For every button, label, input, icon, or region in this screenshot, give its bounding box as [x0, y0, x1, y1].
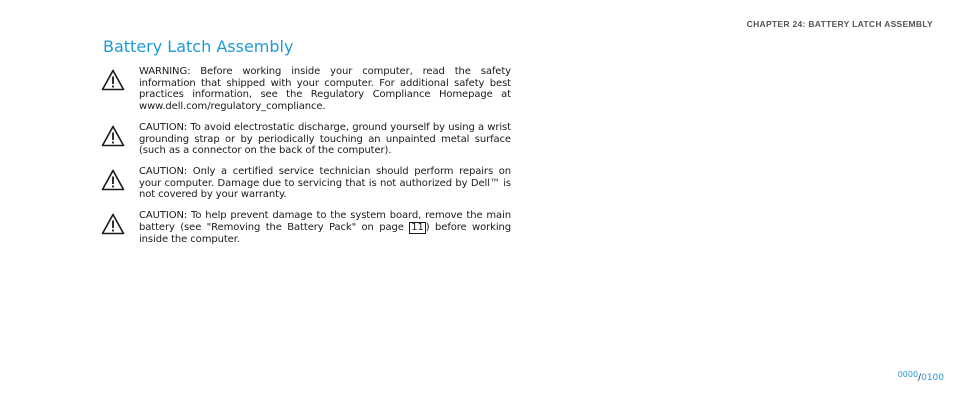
total-pages: 0100 [921, 373, 944, 383]
warning-triangle-icon [101, 212, 125, 236]
caution-notice-battery [101, 210, 511, 245]
caution-text-battery [139, 210, 511, 245]
caution-notice-esd [101, 122, 511, 157]
page-number [898, 370, 944, 383]
page-separator: / [918, 373, 922, 383]
warning-text: WARNING: Before working inside your computer, read the safety information that shipped with your computer. For additional safety best practices information, see the Regulatory Compliance Homepage at www.dell.com/regulatory_compliance. [139, 66, 511, 112]
current-page: 0000 [897, 370, 919, 379]
caution-text-esd: CAUTION: To avoid electrostatic discharge, ground yourself by using a wrist grounding strap or by periodically touching an unpainted metal surface (such as a connector on the back of the computer). [139, 122, 511, 156]
caution-text-battery-after: ) before working inside the computer. [139, 221, 511, 245]
page-reference-link[interactable]: 11 [411, 221, 424, 233]
warning-triangle-icon [101, 124, 125, 148]
warning-notice [101, 66, 511, 112]
caution-notice-service [101, 166, 511, 201]
page-title: Battery Latch Assembly [103, 37, 294, 56]
warning-triangle-icon [101, 168, 125, 192]
caution-text-battery-before: CAUTION: To help prevent damage to the system board, remove the main battery (see "Removing the Battery Pack" on page [139, 210, 511, 233]
warning-triangle-icon [101, 68, 125, 92]
caution-text-service: CAUTION: Only a certified service technician should perform repairs on your computer. Damage due to servicing that is not authorized by Dell™ is not covered by your warranty. [139, 166, 511, 200]
chapter-header: CHAPTER 24: BATTERY LATCH ASSEMBLY [746, 19, 933, 29]
